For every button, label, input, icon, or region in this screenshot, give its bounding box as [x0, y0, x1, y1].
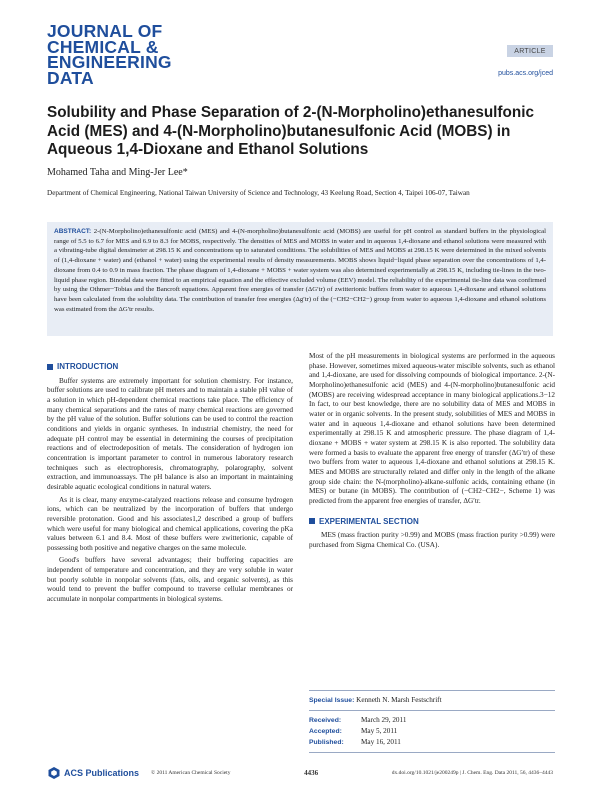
doi-citation[interactable]: dx.doi.org/10.1021/je200249p | J. Chem. Eng. Data 2011, 56, 4436–4443 — [391, 770, 553, 776]
article-type-badge: ARTICLE — [507, 45, 553, 57]
journal-url[interactable]: pubs.acs.org/jced — [498, 70, 553, 77]
acs-hexagon-icon — [47, 766, 61, 780]
intro-paragraph-4: Most of the pH measurements in biological systems are performed in the aqueous phase. However, sometimes mixed aqueous-water miscible solvents, such as ethanol and 1,4-dioxane, are used for dissolving compounds of biological importance. 2-(N-Morpholino)ethanesulfonic acid (MES) and 4-(N-morpholino)butanesulfonic acid (MOBS) are receiving widespread acceptance in many biological applications.3−12 In fact, to our best knowledge, there are no solubility data of MES and MOBS in water or in organic solvents. In the present study, solubilities of MES and MOBS in water and in aqueous 1,4-dioxane and ethanol solutions have been determined experimentally at 298.15 K and atmospheric pressure. The phase diagram of 1,4-dioxane + MOBS + water system at 298.15 K is also reported. The solubility data were formed a basis to evaluate the apparent free energy of transfer (ΔG′tr) of these two buffers from water to aqueous 1,4-dioxane and ethanol solutions at 298.15 K. MES and MOBS are structurally related and differ only in the length of the alkane group side chain: the N-(morpholino)-alkane-sulfonic acids, containing ethane (in MES) or butane (in MOBS). The contribution of (−CH2−CH2−, Scheme 1) was predicted from the apparent free energies of transfer, ΔG′tr. — [309, 352, 555, 505]
intro-paragraph-2: As it is clear, many enzyme-catalyzed reactions release and consume hydrogen ions, which can be neutralized by the incorporation of buffers that undergo reversible protonation. Good and his associates1,2 described a group of buffers which were useful for many biological and chemical applications, covering the pKa values between 6.1 and 8.4. Most of these buffers were zwitterionic, capable of possessing both positive and negative charges on the same molecule. — [47, 495, 293, 552]
special-issue-label: Special Issue: — [309, 697, 355, 704]
section-square-icon — [47, 364, 53, 370]
journal-name-line1: JOURNAL OF — [47, 21, 163, 41]
copyright: © 2011 American Chemical Society — [151, 770, 231, 776]
accepted-row — [309, 726, 555, 737]
affiliation: Department of Chemical Engineering, National Taiwan University of Science and Technology, 43 Keelung Road, Section 4, Taipei 106-07, Taiwan — [47, 189, 470, 197]
experimental-heading — [309, 517, 555, 527]
intro-paragraph-3: Good's buffers have several advantages; their buffering capacities are independent of temperature and concentration, and they are very soluble in water but poorly soluble in nonpolar solvents (fats, oils, and organic solvents), as this would tend to prevent the buffer compound to traverse cellular membranes or accumulate in nonpolar compartments in biological systems. — [47, 556, 293, 604]
published-value: May 16, 2011 — [361, 738, 401, 746]
experimental-heading-label: EXPERIMENTAL SECTION — [319, 516, 419, 526]
acs-publications-logo — [47, 766, 139, 780]
journal-name-line4: DATA — [47, 67, 94, 88]
divider — [309, 710, 555, 711]
special-issue-value: Kenneth N. Marsh Festschrift — [356, 696, 442, 704]
introduction-heading-label: INTRODUCTION — [57, 362, 119, 371]
right-column — [309, 352, 555, 553]
page-number: 4436 — [304, 769, 319, 777]
page-footer — [47, 764, 553, 782]
intro-paragraph-1: Buffer systems are extremely important for solution chemistry. For instance, buffer solutions are used to calibrate pH meters and to maintain a stable pH value of a solution in which pH-dependent chemical reactions take place. The efficiency of many chemical separations and the rates of many chemical reactions are governed by the pH value of the solution. Buffer solutions can be used to control the reaction conditions and yields in organic syntheses. In industrial chemistry, the need for adequate pH control may be essential in determining the courses of precipitation reactions and of electrodeposition of metals. The consideration of hydrogen ion concentration is important parameter to control in numerous laboratory research techniques such as electrophoresis, chromatography, polarography, solvent extraction, and immunoassays. The pH balance is also an important in maintaining desirable aquatic ecological conditions in natural waters. — [47, 376, 293, 491]
published-row — [309, 737, 555, 748]
article-history — [309, 686, 555, 757]
received-label: Received: — [309, 717, 342, 724]
publisher-name: ACS Publications — [64, 768, 140, 778]
journal-name-line3: ENGINEERING — [47, 52, 172, 72]
authors: Mohamed Taha and Ming-Jer Lee* — [47, 167, 188, 178]
abstract-box — [47, 222, 553, 336]
divider — [309, 752, 555, 753]
published-label: Published: — [309, 739, 344, 746]
experimental-paragraph-1: MES (mass fraction purity >0.99) and MOBS (mass fraction purity >0.99) were purchased from Sigma Chemical Co. (USA). — [309, 531, 555, 549]
article-title: Solubility and Phase Separation of 2-(N-Morpholino)ethanesulfonic Acid (MES) and 4-(N-Morpholino)butanesulfonic Acid (MOBS) in Aqueous 1,4-Dioxane and Ethanol Solutions — [47, 104, 534, 158]
divider — [309, 690, 555, 691]
received-row — [309, 715, 555, 726]
received-value: March 29, 2011 — [361, 716, 407, 724]
journal-logo — [47, 21, 217, 88]
introduction-heading — [47, 362, 293, 372]
accepted-label: Accepted: — [309, 728, 342, 735]
journal-name-line2: CHEMICAL & — [47, 36, 159, 57]
accepted-value: May 5, 2011 — [361, 727, 398, 735]
section-square-icon — [309, 518, 315, 524]
special-issue — [309, 695, 555, 706]
abstract-label: ABSTRACT: — [54, 228, 92, 235]
abstract-text: 2-(N-Morpholino)ethanesulfonic acid (MES) and 4-(N-morpholino)butanesulfonic acid (MOBS) are useful for pH control as standard buffers in the physiological range of 5.5 to 6.7 for MES and 6.9 to 8.3 for MOBS, respectively. The densities of MES and MOBS in water and in aqueous 1,4-dioxane and ethanol solutions were measured with a vibrating-tube digital densimeter at 298.15 K and concentrations up to saturated conditions. The solubilities of MES and MOBS at 298.15 K were determined in the mixed solvents of (1,4-dioxane + water) and (ethanol + water) using the experimental results of density measurements. MOBS shows liquid−liquid phase separation over the concentrations of 1,4-dioxane from 0.4 to 0.9 in mass fraction. The phase diagram of 1,4-dioxane + MOBS + water system was also determined experimentally at 298.15 K, including tie-lines in the two-liquid phase region. Binodal data were fitted to an empirical equation and the effective excluded volume (EEV) model. The reliability of the experimental tie-line data was confirmed by using the Othmer−Tobias and the Bancroft equations. Apparent free energies of transfer (ΔG′tr) of zwitterionic buffers from water to aqueous 1,4-dioxane and ethanol solutions have been calculated from the solubility data. The contribution of transfer free energies (Δg′tr) of the (−CH2−CH2−) group from water to aqueous 1,4-dioxane and ethanol solutions was estimated from the ΔG′tr results. — [54, 228, 547, 313]
left-column — [47, 352, 293, 608]
